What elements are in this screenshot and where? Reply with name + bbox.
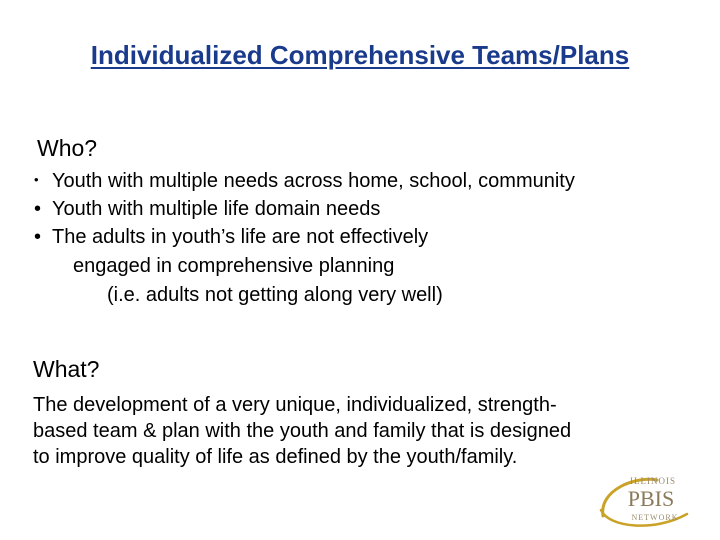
- bullet-marker: •: [34, 198, 42, 220]
- logo-bottom-text: NETWORK: [631, 513, 679, 522]
- logo-top-text: ILLINOIS: [630, 476, 676, 486]
- who-bullet-3-note: (i.e. adults not getting along very well): [107, 284, 443, 306]
- who-bullet-3: [34, 227, 428, 247]
- bullet-text: Youth with multiple needs across home, school, community: [52, 170, 575, 192]
- paragraph-line: to improve quality of life as defined by the youth/family.: [33, 446, 518, 468]
- bullet-text: The adults in youth’s life are not effectively: [52, 226, 429, 248]
- bullet-marker: •: [34, 226, 42, 248]
- bullet-text: Youth with multiple life domain needs: [52, 198, 381, 220]
- what-heading: What?: [33, 356, 100, 382]
- who-bullet-3-continuation: engaged in comprehensive planning: [73, 255, 395, 277]
- who-bullet-1: [34, 171, 575, 191]
- illinois-pbis-network-logo: [595, 470, 705, 532]
- paragraph-line: based team & plan with the youth and family that is designed: [33, 420, 572, 442]
- who-bullet-2: [34, 199, 380, 219]
- what-paragraph: [33, 392, 693, 470]
- slide-title: Individualized Comprehensive Teams/Plans: [90, 40, 630, 70]
- bullet-marker: •: [34, 172, 39, 187]
- who-heading: Who?: [37, 135, 98, 161]
- logo-middle-text: PBIS: [627, 486, 675, 511]
- paragraph-line: The development of a very unique, individualized, strength-: [33, 394, 557, 416]
